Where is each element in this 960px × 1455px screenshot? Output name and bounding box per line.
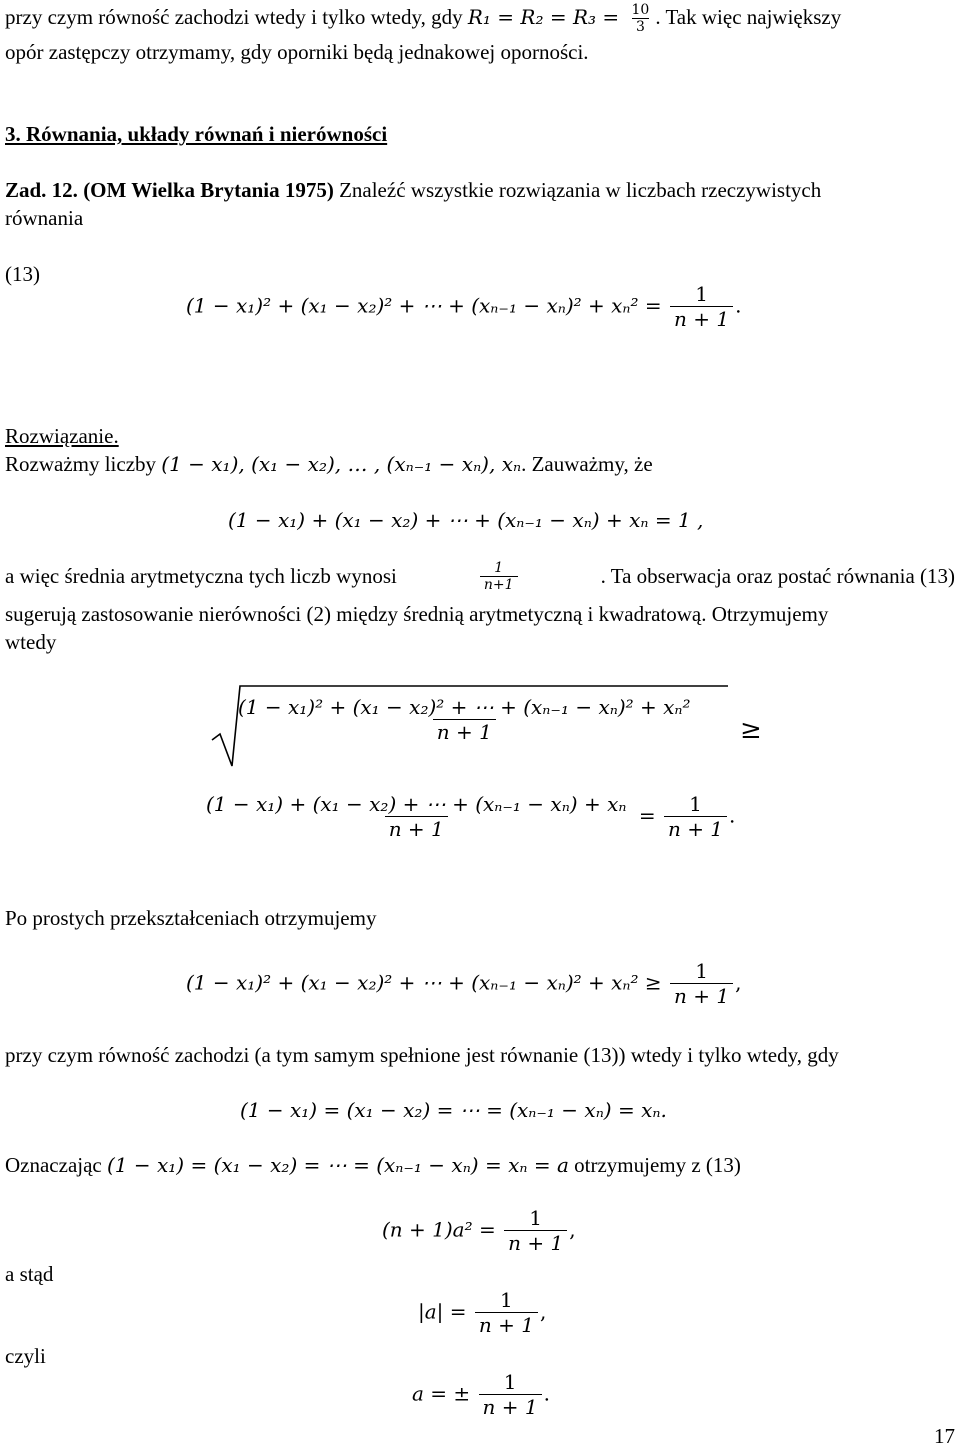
- fraction-numerator: 1: [494, 560, 504, 576]
- fraction-denominator: 3: [632, 18, 649, 36]
- problem-label: Zad. 12.: [5, 178, 78, 202]
- fraction-denominator: n + 1: [670, 306, 733, 331]
- solution-text: Rozważmy liczby: [5, 452, 162, 476]
- fraction-numerator: 1: [695, 282, 708, 306]
- fraction-denominator: n + 1: [504, 1230, 567, 1255]
- equation-label-13: (13): [5, 262, 40, 286]
- fraction-numerator: 10: [631, 2, 650, 18]
- fraction-denominator: n+1: [480, 576, 518, 594]
- equation-end: ,: [735, 970, 742, 995]
- problem-source: (OM Wielka Brytania 1975): [83, 178, 334, 202]
- mean-text-end: . Ta obserwacja oraz postać równania (13): [600, 564, 955, 589]
- mean-line-1: [5, 560, 955, 594]
- equation-a-final: [412, 1371, 550, 1419]
- fraction-denominator: n + 1: [385, 816, 448, 841]
- fraction-numerator: 1: [529, 1206, 543, 1230]
- fraction-denominator: n + 1: [670, 983, 733, 1008]
- fraction-10-3: [628, 2, 654, 36]
- denote-line: [5, 1153, 741, 1178]
- intro-line-2: opór zastępczy otrzymamy, gdy oporniki będą jednakowej oporności.: [5, 40, 589, 64]
- inequality-fraction: [670, 960, 733, 1008]
- mean-line-3: wtedy: [5, 630, 57, 654]
- equals-sign: =: [638, 803, 656, 828]
- fraction-numerator: 1: [695, 959, 708, 983]
- inequality: [186, 960, 741, 1008]
- equation-fraction: [475, 1289, 538, 1337]
- equation-13-fraction: [670, 283, 733, 331]
- equality-text: przy czym równość zachodzi (a tym samym spełnione jest równanie (13)) wtedy i tylko wtedy, gdy: [5, 1043, 839, 1067]
- fraction-denominator: n + 1: [664, 816, 727, 841]
- mean-line-2: sugerują zastosowanie nierówności (2) między średnią arytmetyczną i kwadratową. Otrzymujemy: [5, 602, 829, 626]
- fraction-numerator: 1: [503, 1370, 517, 1394]
- am-fraction: [202, 793, 630, 841]
- equation-13-lhs: (1 − x₁)² + (x₁ − x₂)² + ⋯ + (xₙ₋₁ − xₙ)² + xₙ² =: [186, 293, 669, 318]
- numbers-list: (1 − x₁), (x₁ − x₂), … , (xₙ₋₁ − xₙ), xₙ: [161, 452, 522, 476]
- fraction-numerator: 1: [689, 792, 702, 816]
- equation-end: .: [729, 803, 736, 828]
- equation-abs-a: [418, 1289, 546, 1337]
- equation-end: .: [543, 1381, 550, 1406]
- rms-fraction: [234, 696, 695, 744]
- problem-text: Znaleźć wszystkie rozwiązania w liczbach rzeczywistych: [339, 178, 822, 202]
- equation-fraction: [479, 1371, 542, 1419]
- solution-line-1: [5, 452, 653, 477]
- fraction-numerator: 1: [500, 1288, 513, 1312]
- fraction-denominator: n + 1: [479, 1394, 542, 1419]
- section-title: 3. Równania, układy równań i nierówności: [5, 122, 388, 146]
- intro-text-end: . Tak więc największy: [655, 4, 842, 29]
- equation-end: ,: [569, 1217, 576, 1242]
- equation-lhs: (n + 1)a² =: [382, 1217, 503, 1242]
- fraction-numerator: (1 − x₁) + (x₁ − x₂) + ⋯ + (xₙ₋₁ − xₙ) + xₙ: [206, 792, 627, 816]
- czyli-text: czyli: [5, 1344, 46, 1368]
- sqrt-fraction: [232, 696, 697, 744]
- fraction-denominator: n + 1: [475, 1312, 538, 1337]
- equation-fraction: [504, 1207, 567, 1255]
- equation-13: [186, 283, 741, 331]
- solution-title: Rozwiązanie.: [5, 424, 119, 448]
- mean-fraction: [480, 560, 518, 594]
- am-result-fraction: [664, 793, 727, 841]
- equality-chain: (1 − x₁) = (x₁ − x₂) = ⋯ = (xₙ₋₁ − xₙ) = xₙ.: [240, 1098, 667, 1122]
- mean-text: a więc średnia arytmetyczna tych liczb wynosi: [5, 564, 397, 589]
- denote-text: Oznaczając: [5, 1153, 107, 1177]
- page-number: 17: [934, 1424, 955, 1448]
- sum-equation: (1 − x₁) + (x₁ − x₂) + ⋯ + (xₙ₋₁ − xₙ) + xₙ = 1 ,: [228, 508, 704, 532]
- intro-line-1: [5, 2, 841, 36]
- stad-text: a stąd: [5, 1262, 54, 1286]
- geq-symbol: ≥: [740, 715, 762, 745]
- inequality-lhs: (1 − x₁)² + (x₁ − x₂)² + ⋯ + (xₙ₋₁ − xₙ)² + xₙ² ≥: [186, 970, 669, 995]
- problem-line-1: [5, 178, 821, 203]
- equation-lhs: a = ±: [412, 1381, 477, 1406]
- after-text: Po prostych przekształceniach otrzymujemy: [5, 906, 377, 930]
- solution-text-end: . Zauważmy, że: [521, 452, 653, 476]
- problem-line-2: równania: [5, 206, 84, 230]
- intro-text: przy czym równość zachodzi wtedy i tylko wtedy, gdy: [5, 4, 468, 29]
- am-equation: [200, 793, 735, 841]
- denote-chain: (1 − x₁) = (x₁ − x₂) = ⋯ = (xₙ₋₁ − xₙ) = xₙ = a: [107, 1153, 569, 1177]
- fraction-numerator: (1 − x₁)² + (x₁ − x₂)² + ⋯ + (xₙ₋₁ − xₙ)² + xₙ²: [238, 695, 691, 719]
- equation-end: ,: [539, 1299, 547, 1324]
- denote-text-end: otrzymujemy z (13): [568, 1153, 741, 1177]
- resistor-condition: R₁ = R₂ = R₃ =: [467, 4, 626, 29]
- fraction-denominator: n + 1: [433, 719, 496, 744]
- equation-lhs: |a| =: [418, 1299, 473, 1324]
- equation-a-squared: [382, 1207, 576, 1255]
- equation-end: .: [735, 293, 742, 318]
